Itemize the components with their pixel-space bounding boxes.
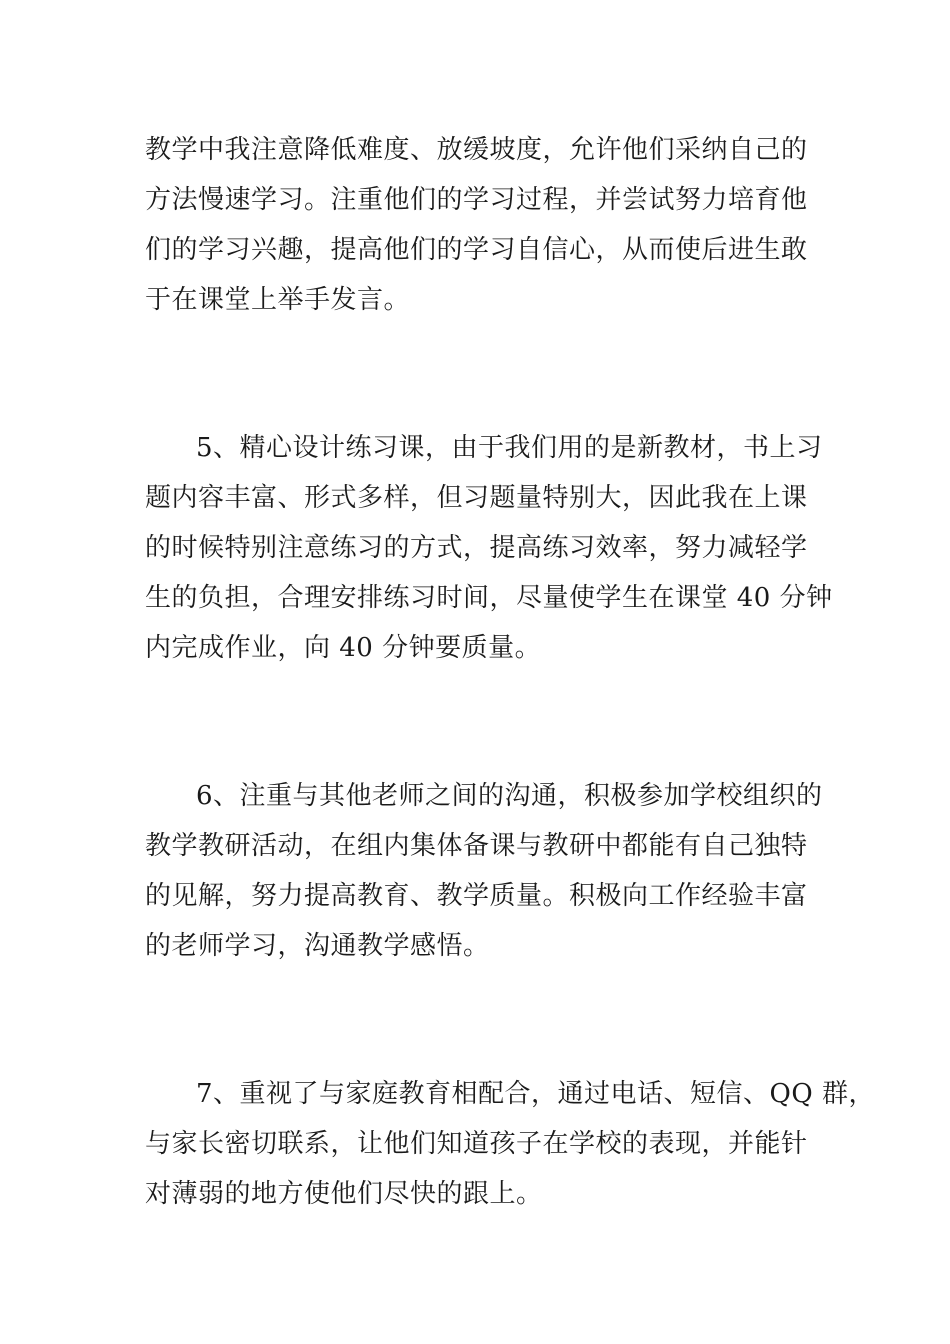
paragraph-6-line-2: 教学教研活动，在组内集体备课与教研中都能有自己独特 [145, 831, 808, 861]
paragraph-7-line-3: 对薄弱的地方使他们尽快的跟上。 [145, 1179, 543, 1209]
paragraph-6-line-1: 6、注重与其他老师之间的沟通，积极参加学校组织的 [196, 781, 823, 811]
paragraph-1-line-4: 于在课堂上举手发言。 [145, 285, 411, 315]
paragraph-1-line-1: 教学中我注意降低难度、放缓坡度，允许他们采纳自己的 [145, 135, 808, 165]
paragraph-5-line-3: 的时候特别注意练习的方式，提高练习效率，努力减轻学 [145, 533, 808, 563]
paragraph-7-line-2: 与家长密切联系，让他们知道孩子在学校的表现，并能针 [145, 1129, 808, 1159]
paragraph-5-line-2: 题内容丰富、形式多样，但习题量特别大，因此我在上课 [145, 483, 808, 513]
paragraph-5-line-4: 生的负担，合理安排练习时间，尽量使学生在课堂 40 分钟 [145, 583, 833, 613]
paragraph-5-line-5: 内完成作业，向 40 分钟要质量。 [145, 633, 542, 663]
paragraph-1-line-3: 们的学习兴趣，提高他们的学习自信心，从而使后进生敢 [145, 235, 808, 265]
paragraph-7-line-1: 7、重视了与家庭教育相配合，通过电话、短信、QQ 群， [196, 1079, 875, 1109]
paragraph-6-line-4: 的老师学习，沟通教学感悟。 [145, 931, 490, 961]
paragraph-5-line-1: 5、精心设计练习课，由于我们用的是新教材，书上习 [196, 433, 823, 463]
paragraph-1-line-2: 方法慢速学习。注重他们的学习过程，并尝试努力培育他 [145, 185, 808, 215]
paragraph-6-line-3: 的见解，努力提高教育、教学质量。积极向工作经验丰富 [145, 881, 808, 911]
